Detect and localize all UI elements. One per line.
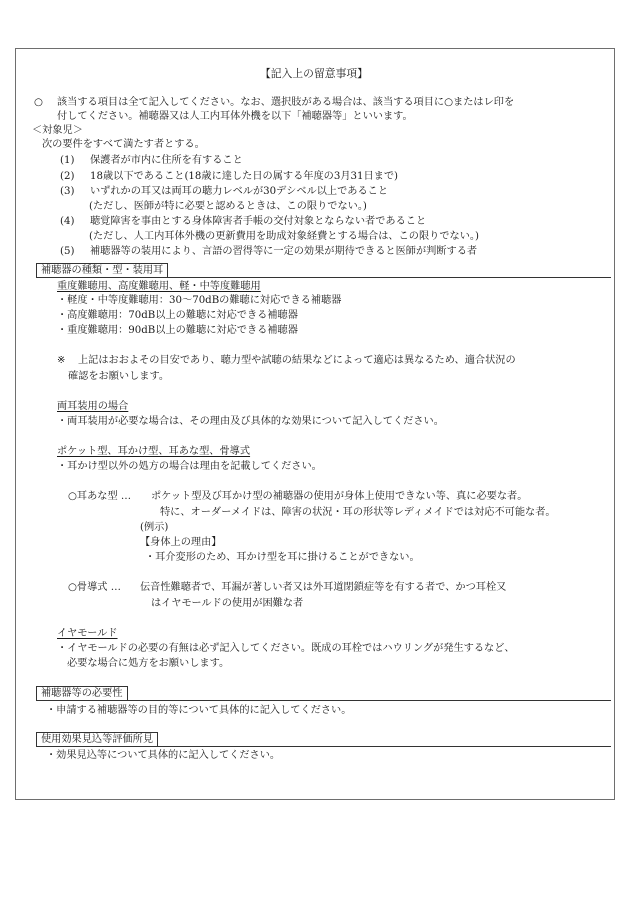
ear-mold-line-1: ・イヤモールドの必要の有無は必ず記入してください。既成の耳栓ではハウリングが発生するなど、 [57,643,515,654]
target-item-text: (ただし、医師が特に必要と認めるときは、この限りでない。) [89,201,367,212]
subheading-binaural: 両耳装用の場合 [57,401,129,412]
intro-mark: ○ [34,97,43,108]
target-item-text: いずれかの耳又は両耳の聴力レベルが30デシベル以上であること [90,186,389,197]
section-rule [36,700,611,701]
severity-bullet: ・軽度・中等度難聴用：30〜70dBの難聴に対応できる補聴器 [57,295,342,306]
subheading-severity: 重度難聴用、高度難聴用、軽・中等度難聴用 [57,281,261,292]
form-factor-bullet: ・耳かけ型以外の処方の場合は理由を記載してください。 [57,461,322,472]
section-heading-hearing-aid-type: 補聴器の種類・型・装用耳 [36,263,168,278]
bone-line-1: 伝音性難聴者で、耳漏が著しい者又は外耳道閉鎖症等を有する者で、かつ耳栓又 [140,582,507,593]
target-item-num: (3) [60,186,75,197]
target-item-text: 18歳以下であること(18歳に達した日の属する年度の3月31日まで) [90,171,399,182]
target-item-num: (1) [60,155,75,166]
earhole-label: ○耳あな型 … [68,491,132,502]
target-item-text: 保護者が市内に住所を有すること [90,155,243,166]
section-rule [36,746,611,747]
intro-line-1: 該当する項目は全て記入してください。なお、選択肢がある場合は、該当する項目に○またはレ印を [57,97,515,108]
earhole-line-2: 特に、オーダーメイドは、障害の状況・耳の形状等レディメイドでは対応不可能な者。 [160,507,556,518]
intro-line-2: 付してください。補聴器又は人工内耳体外機を以下「補聴器等」といいます。 [57,111,413,122]
binaural-bullet: ・両耳装用が必要な場合は、その理由及び具体的な効果について記入してください。 [57,416,444,427]
ear-mold-line-2: 必要な場合に処方をお願いします。 [67,658,230,669]
reason-text: ・耳介変形のため、耳かけ型を耳に掛けることができない。 [145,552,420,563]
subheading-ear-mold: イヤモールド [57,628,118,639]
earhole-line-1: ポケット型及び耳かけ型の補聴器の使用が身体上使用できない等、真に必要な者。 [151,491,528,502]
section-heading-necessity: 補聴器等の必要性 [36,686,128,701]
target-item-text: 補聴器等の装用により、言語の習得等に一定の効果が期待できると医師が判断する者 [90,246,478,257]
severity-bullet: ・重度難聴用：90dB以上の難聴に対応できる補聴器 [57,325,298,336]
reason-heading: 【身体上の理由】 [140,537,222,548]
effect-text: ・効果見込等について具体的に記入してください。 [46,750,281,761]
target-item-text: (ただし、人工内耳体外機の更新費用を助成対象経費とする場合は、この限りでない。) [89,231,479,242]
page-title: 【記入上の留意事項】 [260,67,368,80]
bone-label: ○骨導式 … [68,582,121,593]
target-item-num: (5) [60,246,75,257]
note-mark: ※ [57,355,66,366]
severity-bullet: ・高度難聴用：70dB以上の難聴に対応できる補聴器 [57,310,298,321]
bone-line-2: はイヤモールドの使用が困難な者 [151,598,304,609]
section-rule [36,277,611,278]
target-item-num: (4) [60,216,75,227]
target-lead: 次の要件をすべて満たす者とする。 [42,139,205,150]
section-heading-effect: 使用効果見込等評価所見 [36,732,158,747]
target-item-num: (2) [60,171,75,182]
example-label: (例示) [140,522,169,533]
subheading-form-factor: ポケット型、耳かけ型、耳あな型、骨導式 [57,446,251,457]
note-line-1: 上記はおおよその目安であり、聴力型や試聴の結果などによって適応は異なるため、適合状況の [78,355,516,366]
target-heading: ＜対象児＞ [32,125,83,136]
note-line-2: 確認をお願いします。 [68,371,170,382]
necessity-text: ・申請する補聴器等の目的等について具体的に記入してください。 [46,705,352,716]
target-item-text: 聴覚障害を事由とする身体障害者手帳の交付対象とならない者であること [90,216,427,227]
